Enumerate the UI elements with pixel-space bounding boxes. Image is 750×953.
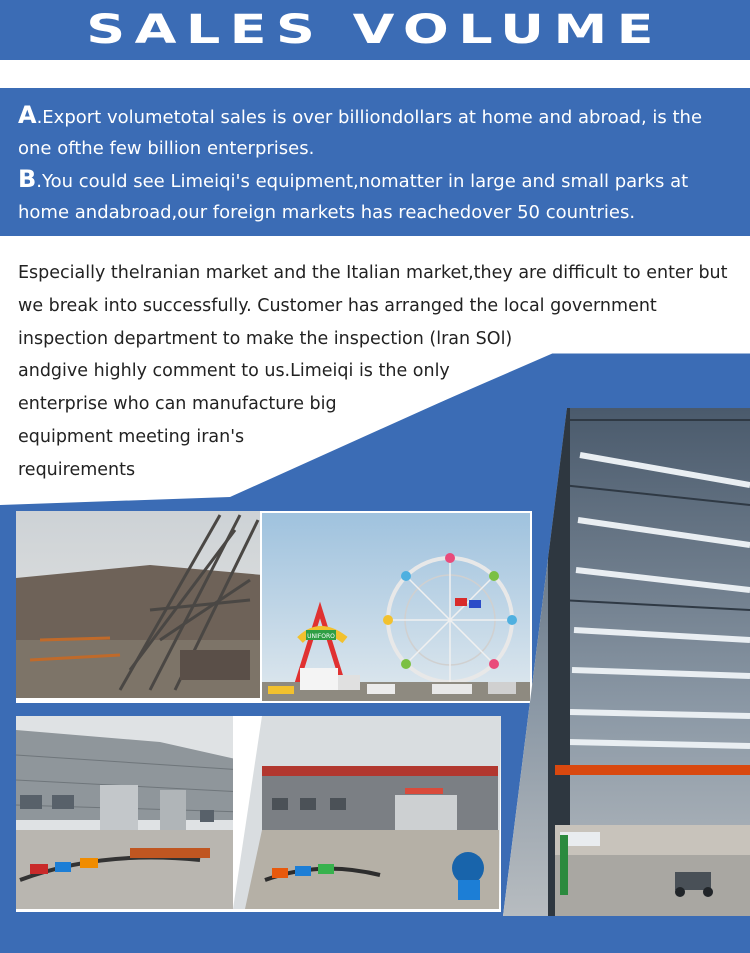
point-a-text: .Export volumetotal sales is over billiondollars at home and abroad, is the one ofthe few billion enterprises. <box>18 107 703 159</box>
body-line: inspection department to make the inspection (lran SOl) <box>18 328 513 349</box>
body-line: Especially thelranian market and the Italian market,they are difficult to enter but <box>18 263 728 283</box>
photo-factory-exterior <box>16 716 246 912</box>
point-b-letter: B <box>18 165 37 193</box>
body-line: enterprise who can manufacture big <box>18 394 337 415</box>
ride-sign: UNIFORO <box>307 633 335 640</box>
body-paragraph <box>18 257 738 487</box>
body-line: we break into successfully. Customer has arranged the local government <box>18 295 657 316</box>
point-b-text: .You could see Limeiqi's equipment,nomatter in large and small parks at home andabroad,our foreign markets has reachedover 50 countries. <box>18 171 689 223</box>
body-line: andgive highly comment to us.Limeiqi is the only <box>18 361 450 382</box>
photo-steel-frame <box>16 511 268 703</box>
point-a-letter: A <box>18 101 37 129</box>
page-title: SALES VOLUME <box>86 7 664 53</box>
body-line: requirements <box>18 459 136 480</box>
photo-factory-yard <box>233 716 501 912</box>
body-line: equipment meeting iran's <box>18 426 245 447</box>
photo-ferris-wheel <box>260 511 532 703</box>
